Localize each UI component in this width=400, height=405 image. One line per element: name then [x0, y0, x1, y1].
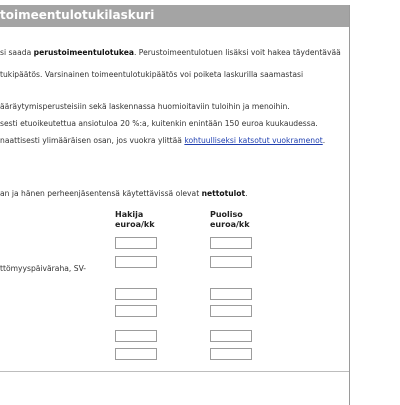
income-heading	[0, 189, 248, 199]
applicant-income-input-5[interactable]	[115, 330, 157, 342]
applicant-income-input-1[interactable]	[115, 237, 157, 249]
section-divider	[0, 371, 349, 372]
applicant-income-input-3[interactable]	[115, 288, 157, 300]
note-line-1: ääräytymisperusteisiin sekä laskennassa huomioitaviin tuloihin ja menoihin.	[0, 102, 290, 111]
note-line-3-pre: naattisesti ylimääräisen osan, jos vuokra ylittää	[0, 136, 185, 145]
spouse-income-input-1[interactable]	[210, 237, 252, 249]
spouse-income-input-3[interactable]	[210, 288, 252, 300]
income-heading-bold: nettotulot	[201, 189, 246, 198]
applicant-column-header	[115, 210, 155, 230]
note-line-3-post: .	[322, 136, 326, 145]
spouse-income-input-6[interactable]	[210, 348, 252, 360]
intro-line-1-pre: si saada	[0, 48, 34, 57]
applicant-income-input-2[interactable]	[115, 256, 157, 268]
calculator-header	[0, 5, 349, 27]
spouse-column-title: Puoliso	[210, 210, 243, 219]
applicant-column-unit: euroa/kk	[115, 220, 155, 229]
spouse-income-input-4[interactable]	[210, 305, 252, 317]
page-title: toimeentulotukilaskuri	[0, 8, 155, 22]
note-line-2: sesti etuoikeutettua ansiotuloa 20 %:a, kuitenkin enintään 150 euroa kuukaudessa.	[0, 119, 318, 128]
intro-line-1	[0, 48, 341, 58]
spouse-income-input-2[interactable]	[210, 256, 252, 268]
spouse-column-header	[210, 210, 250, 230]
intro-line-1-post: . Perustoimeentulotuen lisäksi voit hakea täydentävää	[133, 48, 341, 57]
spouse-column-unit: euroa/kk	[210, 220, 250, 229]
intro-line-1-bold: perustoimeentulotukea	[33, 48, 134, 57]
spouse-income-input-5[interactable]	[210, 330, 252, 342]
note-line-3	[0, 136, 325, 146]
applicant-column-title: Hakija	[115, 210, 144, 219]
income-heading-pre: an ja hänen perheenjäsentensä käytettävissä olevat	[0, 189, 202, 198]
income-heading-post: .	[245, 189, 248, 198]
applicant-income-input-6[interactable]	[115, 348, 157, 360]
reasonable-rent-link[interactable]: kohtuulliseksi katsotut vuokramenot	[184, 136, 323, 145]
intro-line-2: tukipäätös. Varsinainen toimeentulotukipäätös voi poiketa laskurilla saamastasi	[0, 70, 304, 79]
income-row-label: ttömyyspäiväraha, SV-	[0, 264, 87, 273]
applicant-income-input-4[interactable]	[115, 305, 157, 317]
calculator-panel	[0, 5, 350, 405]
